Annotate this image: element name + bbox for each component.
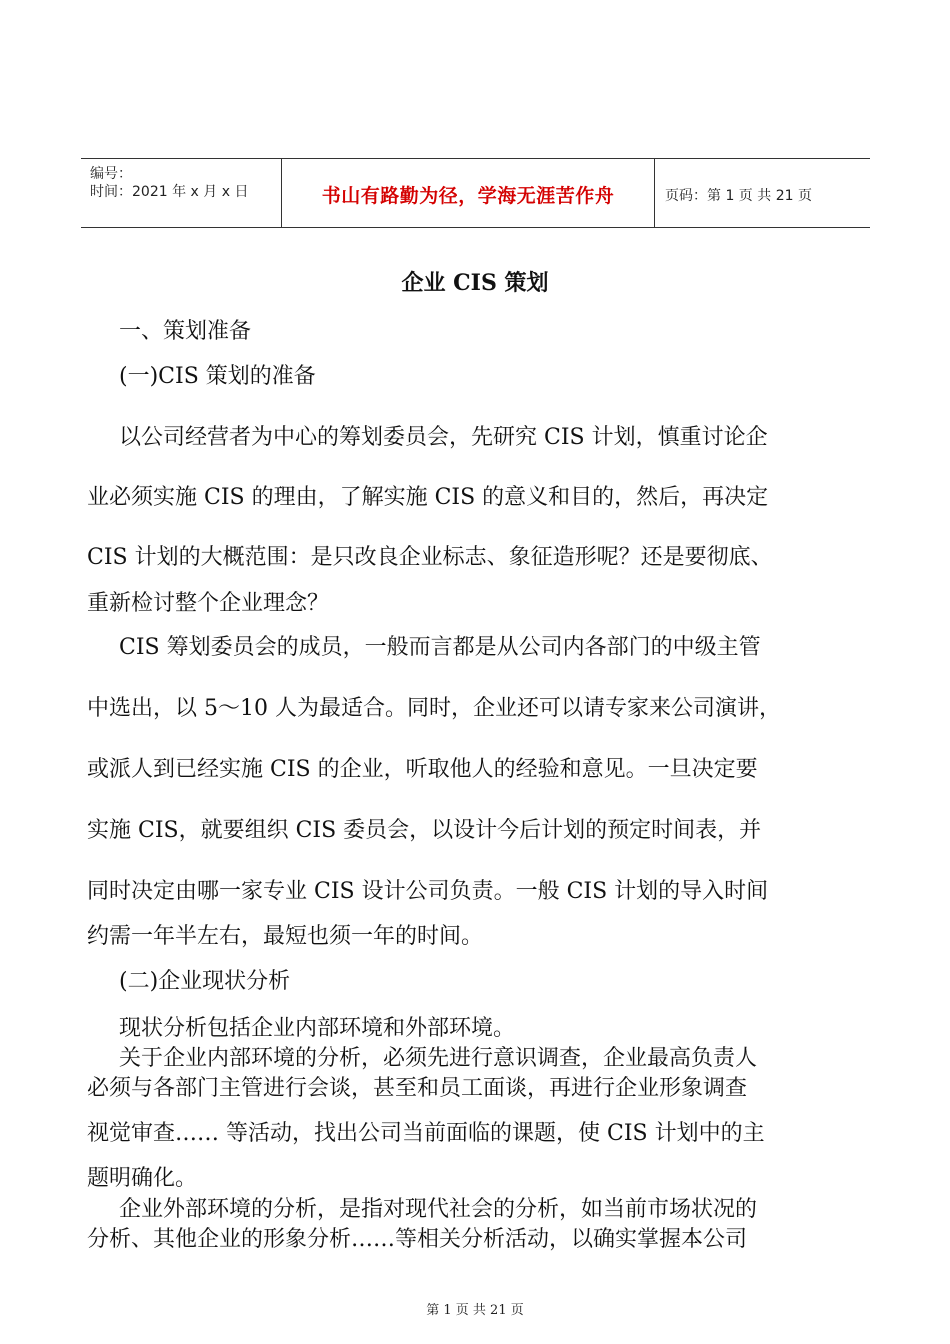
paragraph-line: 分析、其他企业的形象分析……等相关分析活动，以确实掌握本公司 — [87, 1227, 748, 1252]
header-page-cell — [655, 159, 870, 227]
paragraph-line: 同时决定由哪一家专业 CIS 设计公司负责。一般 CIS 计划的导入时间 — [87, 879, 769, 904]
paragraph-line: 业必须实施 CIS 的理由，了解实施 CIS 的意义和目的，然后，再决定 — [87, 485, 769, 510]
header-table — [81, 158, 870, 228]
paragraph-line: 以公司经营者为中心的筹划委员会，先研究 CIS 计划，慎重讨论企 — [119, 425, 768, 450]
paragraph-line: CIS 计划的大概范围：是只改良企业标志、象征造形呢？还是要彻底、 — [87, 545, 773, 570]
paragraph-line: 视觉审查…… 等活动，找出公司当前面临的课题，使 CIS 计划中的主 — [87, 1121, 765, 1146]
document-number-label: 编号： — [90, 166, 132, 182]
document-date-label: 时间：2021 年 x 月 x 日 — [90, 184, 249, 200]
page-footer: 第 1 页 共 21 页 — [426, 1303, 524, 1318]
paragraph-line: 现状分析包括企业内部环境和外部环境。 — [119, 1016, 516, 1041]
document-title: 企业 CIS 策划 — [401, 270, 549, 296]
paragraph-line: 重新检讨整个企业理念？ — [87, 591, 330, 616]
header-motto: 书山有路勤为径，学海无涯苦作舟 — [321, 185, 615, 207]
paragraph-line: CIS 筹划委员会的成员，一般而言都是从公司内各部门的中级主管 — [119, 635, 761, 660]
paragraph-line: 题明确化。 — [87, 1166, 198, 1191]
subsection-heading: (二)企业现状分析 — [119, 969, 291, 994]
paragraph-line: 约需一年半左右，最短也须一年的时间。 — [87, 924, 484, 949]
paragraph-line: 必须与各部门主管进行会谈，甚至和员工面谈，再进行企业形象调查 — [87, 1076, 748, 1101]
paragraph-line: 实施 CIS，就要组织 CIS 委员会，以设计今后计划的预定时间表，并 — [87, 818, 762, 843]
paragraph-line: 中选出，以 5～10 人为最适合。同时，企业还可以请专家来公司演讲， — [87, 696, 781, 721]
header-page-info: 页码：第 1 页 共 21 页 — [665, 188, 812, 204]
paragraph-line: 或派人到已经实施 CIS 的企业，听取他人的经验和意见。一旦决定要 — [87, 757, 758, 782]
paragraph-line: 企业外部环境的分析，是指对现代社会的分析，如当前市场状况的 — [119, 1197, 758, 1222]
header-meta-cell — [81, 159, 282, 227]
subsection-heading: (一)CIS 策划的准备 — [119, 364, 316, 389]
section-heading: 一、策划准备 — [119, 319, 252, 344]
paragraph-line: 关于企业内部环境的分析，必须先进行意识调查，企业最高负责人 — [119, 1046, 758, 1071]
header-motto-cell — [282, 159, 655, 227]
